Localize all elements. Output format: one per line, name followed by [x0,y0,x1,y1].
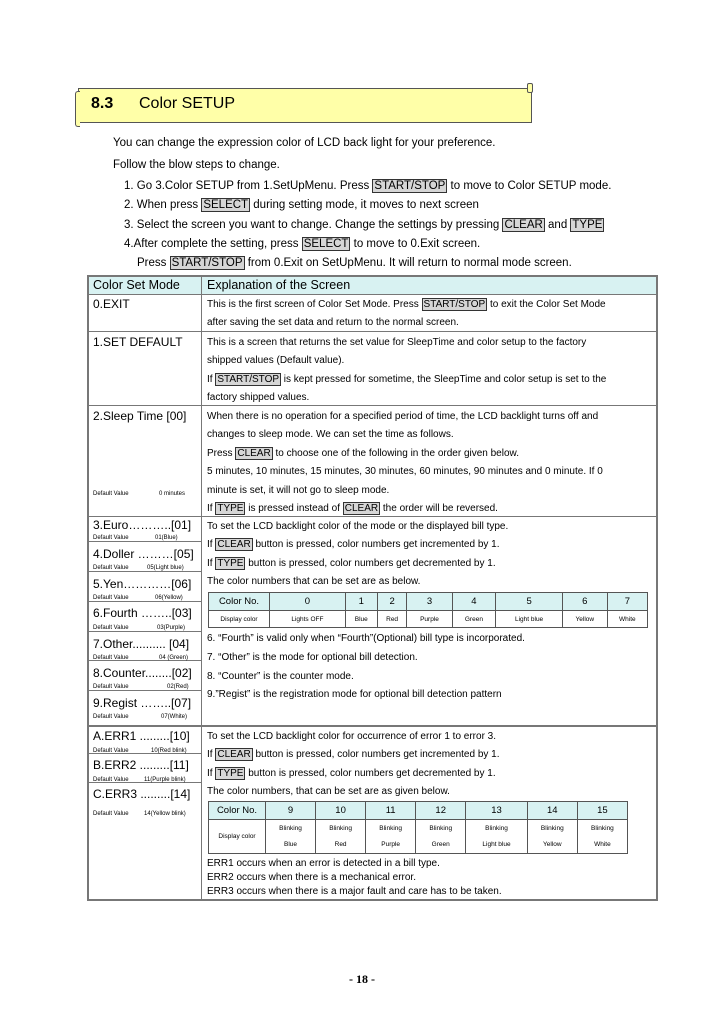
default-value: 02(Red) [167,684,189,690]
default-label: Default Value [93,748,129,754]
display-color: Yellow [562,611,607,628]
color-number: 7 [607,593,647,611]
table-header [89,277,656,295]
default-value: 14(Yellow blink) [144,811,186,817]
sleep-default-value: 0 minutes [159,491,186,497]
error-label: B.ERR2 .........[11] [93,758,189,772]
default-value: 01(Blue) [155,535,178,541]
default-value: 04 (Green) [159,655,189,661]
section-title: Color SETUP [139,95,236,112]
display-color: Blinking Red [316,820,366,854]
sleep-default-label: Default Value [93,491,129,497]
display-color: Green [452,611,496,628]
step-5: Press START/STOP from 0.Exit on SetUpMenu. It will return to normal mode screen. [137,257,572,269]
color-number: 4 [452,593,496,611]
note-other: 7. “Other” is the mode for optional bill detection. [207,652,418,663]
mode-divider [89,571,201,572]
mode-divider [89,601,201,602]
step-3: 3. Select the screen you want to change. Change the settings by pressing CLEAR and TYPE [124,219,603,231]
display-color: Red [377,611,407,628]
scroll-right-curl [527,83,533,93]
default-value: 06(Yellow) [155,595,183,601]
row-divider [89,725,656,727]
err3-note: ERR3 occurs when there is a major fault and care has to be taken. [207,886,502,897]
intro-line-1: You can change the expression color of LCD back light for your preference. [113,137,496,149]
set-default-explanation: This is a screen that returns the set value for SleepTime and color setup to the factory shipped values (Default value). If START/STOP is kept pressed for sometime, the SleepTime and color setup is set to the factory shipped values. [207,337,607,404]
mode-label: 6.Fourth ……..[03] [93,606,192,620]
color-no-head: Color No. [209,802,266,820]
modes-explanation: To set the LCD backlight color of the mode or the displayed bill type. If CLEAR button is pressed, color numbers get incremented by 1. If TYPE button is pressed, color numbers get decremented by 1. The color numbers that can be set are as below. [207,521,509,588]
default-label: Default Value [93,655,129,661]
intro-line-2: Follow the blow steps to change. [113,159,280,171]
display-color: Purple [407,611,452,628]
display-color-head: Display color [209,820,266,854]
display-color-head: Display color [209,611,270,628]
key-select: SELECT [303,238,349,250]
display-color: Blinking White [577,820,627,854]
note-counter: 8. “Counter” is the counter mode. [207,671,354,682]
default-label: Default Value [93,595,129,601]
mode-label: 7.Other.......... [04] [93,637,190,651]
note-regist: 9.”Regist” is the registration mode for optional bill detection pattern [207,689,502,700]
default-label: Default Value [93,565,129,571]
err1-note: ERR1 occurs when an error is detected in a bill type. [207,858,440,869]
default-label: Default Value [93,684,129,690]
color-number: 15 [577,802,627,820]
default-label: Default Value [93,535,129,541]
display-color: Blue [345,611,377,628]
color-number: 9 [266,802,316,820]
color-number-row [209,593,648,611]
display-color: Light blue [496,611,563,628]
mode-label: 8.Counter........[02] [93,666,192,680]
step-2: 2. When press SELECT during setting mode, it moves to next screen [124,199,479,211]
display-color: Blinking Yellow [527,820,577,854]
display-color: Blinking Green [416,820,466,854]
display-color: Lights OFF [270,611,346,628]
default-label: Default Value [93,777,129,783]
color-number: 2 [377,593,407,611]
scroll-left-curl [75,91,80,127]
color-number: 5 [496,593,563,611]
mode-label: 5.Yen…………[06] [93,577,192,591]
color-set-table [87,275,658,901]
mode-divider [89,541,201,542]
color-number: 1 [345,593,377,611]
mode-label: 3.Euro………..[01] [93,518,192,532]
default-label: Default Value [93,714,129,720]
key-type: TYPE [572,219,603,231]
header-explanation: Explanation of the Screen [207,278,351,292]
display-color: Blinking Light blue [466,820,528,854]
exit-explanation: This is the first screen of Color Set Mode. Press START/STOP to exit the Color Set Mode after saving the set data and return to the normal screen. [207,299,606,329]
step-1: 1. Go 3.Color SETUP from 1.SetUpMenu. Press START/STOP to move to Color SETUP mode. [124,180,612,192]
color-number: 3 [407,593,452,611]
error-label: A.ERR1 .........[10] [93,729,190,743]
mode-label: 4.Doller ………[05] [93,547,194,561]
mode-divider [89,631,201,632]
section-number: 8.3 [91,95,114,112]
column-divider [201,277,202,899]
key-start-stop: START/STOP [374,180,446,192]
page-number: - 18 - [349,972,375,986]
mode-label: 9.Regist ……..[07] [93,696,192,710]
color-no-head: Color No. [209,593,270,611]
mode-divider [89,690,201,691]
default-value: 07(White) [161,714,188,720]
header-color-set-mode: Color Set Mode [93,278,180,292]
default-label: Default Value [93,625,129,631]
errors-explanation: To set the LCD backlight color for occurrence of error 1 to error 3. If CLEAR button is pressed, color numbers get incremented by 1. If TYPE button is pressed, color numbers get decremented by 1. The color numbers, that can be set are as given below. [207,731,500,798]
error-label: C.ERR3 .........[14] [93,787,191,801]
default-value: 11(Purple blink) [144,777,186,783]
default-value: 03(Purple) [157,625,186,631]
color-number: 0 [270,593,346,611]
mode-exit-label: 0.EXIT [93,297,130,311]
note-fourth: 6. “Fourth” is valid only when “Fourth”(Optional) bill type is incorporated. [207,633,525,644]
color-number: 14 [527,802,577,820]
display-color: Blinking Blue [266,820,316,854]
default-label: Default Value [93,811,129,817]
step-4: 4.After complete the setting, press SELECT to move to 0.Exit screen. [124,238,481,250]
color-number: 12 [416,802,466,820]
mode-set-default-label: 1.SET DEFAULT [93,335,183,349]
key-start-stop: START/STOP [171,257,243,269]
color-number-table [208,592,648,628]
section-banner [78,88,532,123]
display-color: White [607,611,647,628]
display-color-row [209,611,648,628]
display-color: Blinking Purple [366,820,416,854]
mode-sleep-time-label: 2.Sleep Time [00] [93,409,187,423]
error-display-color-row [209,820,628,854]
default-value: 10(Red blink) [151,748,187,754]
key-clear: CLEAR [504,219,543,231]
error-color-table [208,801,628,854]
sleep-explanation: When there is no operation for a specified period of time, the LCD backlight turns off and changes to sleep mode. We can set the time as follows. Press CLEAR to choose one of the following in the order given below. 5 minutes, 10 minutes, 15 minutes, 30 minutes, 60 minutes, 90 minutes and 0 minute. If 0 minute is set, it will not go to sleep mode. If TYPE is pressed instead of CLEAR the order will be reversed. [207,411,603,515]
color-number: 13 [466,802,528,820]
err2-note: ERR2 occurs when there is a mechanical error. [207,872,416,883]
error-color-number-row [209,802,628,820]
color-number: 10 [316,802,366,820]
color-number: 11 [366,802,416,820]
key-select: SELECT [203,199,249,211]
default-value: 05(Light blue) [147,565,184,571]
color-number: 6 [562,593,607,611]
